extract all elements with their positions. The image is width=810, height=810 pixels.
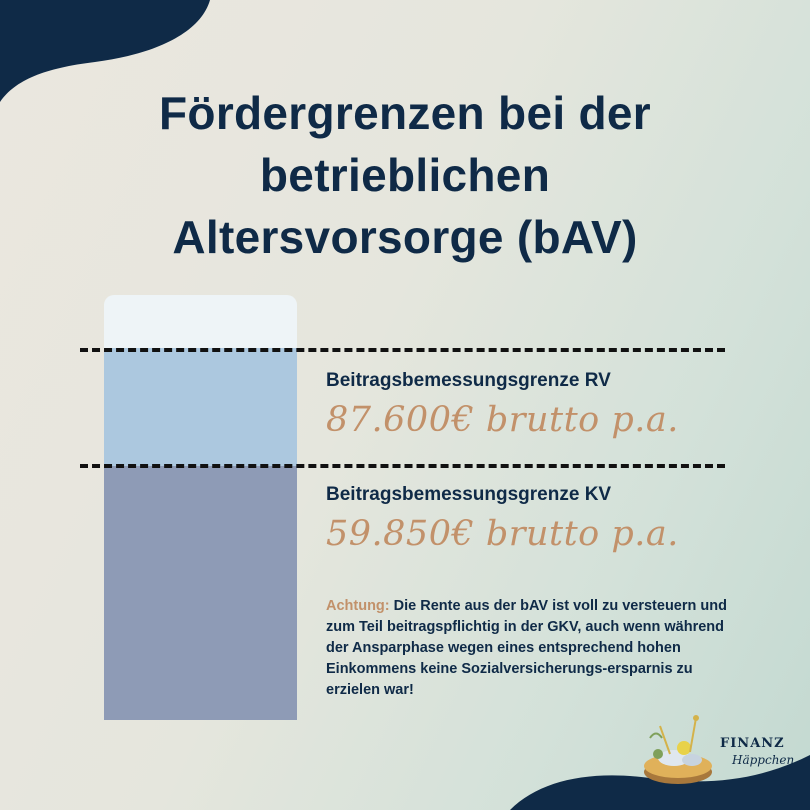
page-title: Fördergrenzen bei der betrieblichen Altersvorsorge (bAV) — [159, 87, 651, 263]
logo-word-finanz: FINANZ — [720, 736, 785, 751]
kv-limit-label: Beitragsbemessungsgrenze KV — [326, 484, 612, 505]
kv-limit-value: 59.850€ brutto p.a. — [326, 514, 679, 554]
warning-text: Die Rente aus der bAV ist voll zu versteuern und zum Teil beitragspflichtig in der GKV, auch wenn während der Ansparphase wegen eines entsprechend hohen Einkommens keine Sozialversicherungs-ersparnis zu erzielen war! — [326, 598, 727, 698]
warning-prefix: Achtung: — [326, 598, 390, 614]
logo-word-haeppchen: Häppchen — [732, 753, 795, 767]
bar-segment-top — [104, 295, 297, 348]
bar-segment-kv — [104, 466, 297, 720]
bar-segment-rv — [104, 348, 297, 466]
warning-note — [326, 596, 736, 701]
rv-limit-label: Beitragsbemessungsgrenze RV — [326, 370, 611, 391]
rv-limit-line — [80, 348, 725, 352]
rv-limit-value: 87.600€ brutto p.a. — [326, 400, 679, 440]
kv-limit-line — [80, 464, 725, 468]
brand-logo — [640, 708, 800, 792]
food-board-icon — [640, 708, 716, 792]
